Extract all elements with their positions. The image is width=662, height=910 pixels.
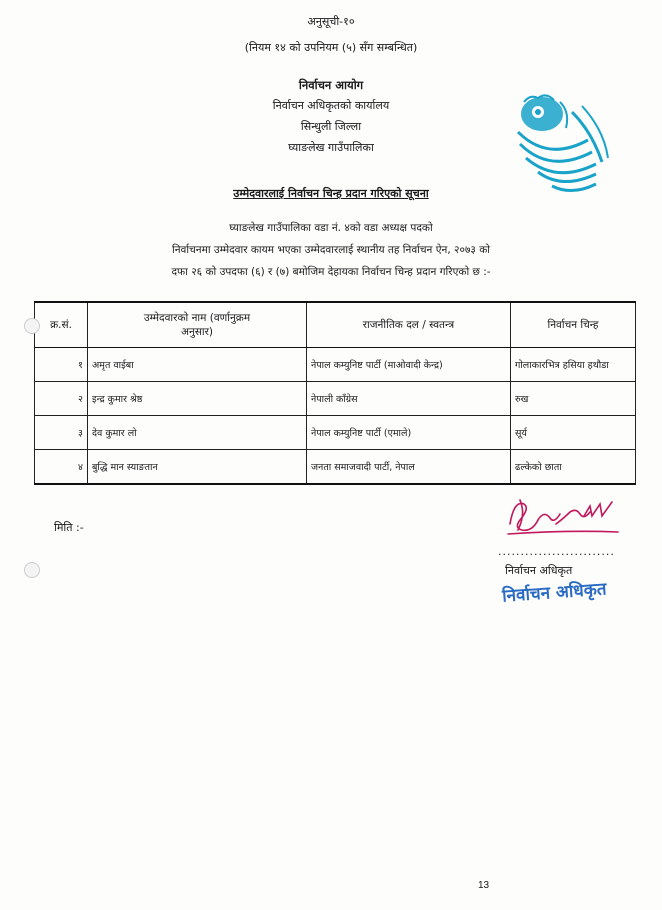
rule-reference: (नियम १४ को उपनियम (५) सँग सम्बन्धित) <box>244 41 418 54</box>
punch-hole-icon <box>24 562 40 578</box>
header-symbol: निर्वाचन चिन्ह <box>511 302 636 348</box>
table-header-row <box>35 302 636 348</box>
row-serial: २ <box>35 382 88 416</box>
table-row <box>35 382 636 416</box>
row-candidate-name: बुद्धि मान स्याङतान <box>88 450 307 485</box>
notice-body-line-2: निर्वाचनमा उम्मेदवार कायम भएका उम्मेदवारलाई स्थानीय तह निर्वाचन ऐन, २०७३ को <box>172 244 490 256</box>
commission-name: निर्वाचन आयोग <box>298 78 364 92</box>
row-candidate-name: देव कुमार लो <box>88 416 307 450</box>
header-candidate-name <box>88 302 307 348</box>
district-name: सिन्धुली जिल्ला <box>300 120 362 133</box>
candidate-table <box>34 301 636 485</box>
notice-title: उम्मेदवारलाई निर्वाचन चिन्ह प्रदान गरिएको सूचना <box>233 187 429 200</box>
page-number: 13 <box>478 880 490 891</box>
row-party: नेपाल कम्युनिष्ट पार्टी (एमाले) <box>307 416 511 450</box>
header-candidate-name-line-1: उम्मेदवारको नाम (वर्णानुक्रम <box>143 312 251 324</box>
municipality-name: घ्याङलेख गाउँपालिका <box>288 141 374 154</box>
row-serial: १ <box>35 348 88 382</box>
annex-number: अनुसूची-१० <box>307 15 355 28</box>
table-row <box>35 450 636 485</box>
header-candidate-name-line-2: अनुसार) <box>180 326 214 338</box>
notice-body-line-3: दफा २६ को उपदफा (६) र (७) बमोजिम देहायका निर्वाचन चिन्ह प्रदान गरिएको छ :- <box>171 266 491 278</box>
row-symbol: सूर्य <box>511 416 636 450</box>
row-candidate-name: इन्द्र कुमार श्रेष्ठ <box>88 382 307 416</box>
row-party: नेपाल कम्युनिष्ट पार्टी (माओवादी केन्द्र) <box>307 348 511 382</box>
table-row <box>35 416 636 450</box>
header-serial: क्र.सं. <box>35 302 88 348</box>
signature-line: .......................... <box>498 545 615 558</box>
row-symbol: ढल्केको छाता <box>511 450 636 485</box>
office-name: निर्वाचन अधिकृतको कार्यालय <box>272 99 390 112</box>
row-symbol: गोलाकारभित्र हसिया हथौडा <box>511 348 636 382</box>
row-serial: ४ <box>35 450 88 485</box>
row-party: जनता समाजवादी पार्टी, नेपाल <box>307 450 511 485</box>
signature-icon <box>498 494 628 540</box>
signatory-title: निर्वाचन अधिकृत <box>505 564 573 577</box>
row-serial: ३ <box>35 416 88 450</box>
officer-stamp: निर्वाचन अधिकृत <box>501 579 608 607</box>
row-party: नेपाली काँग्रेस <box>307 382 511 416</box>
row-candidate-name: अमृत वाईबा <box>88 348 307 382</box>
header-party: राजनीतिक दल / स्वतन्त्र <box>307 302 511 348</box>
row-symbol: रुख <box>511 382 636 416</box>
notice-body-line-1: घ्याङलेख गाउँपालिका वडा नं. ४को वडा अध्यक्ष पदको <box>229 222 433 234</box>
date-label: मिति :- <box>54 521 84 534</box>
punch-hole-icon <box>24 318 40 334</box>
table-row <box>35 348 636 382</box>
